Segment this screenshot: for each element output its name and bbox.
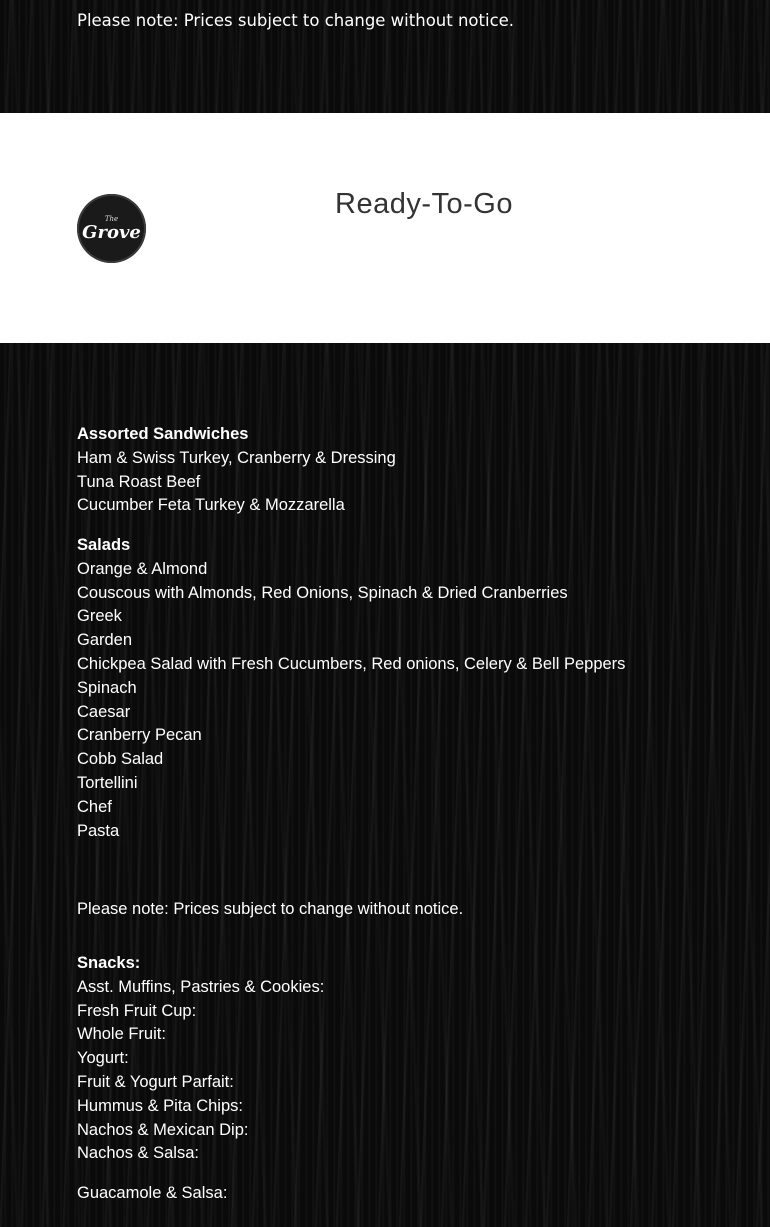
salads-section [77, 534, 625, 843]
page-title: Ready-To-Go [335, 188, 513, 220]
list-item: Nachos & Mexican Dip: [77, 1120, 249, 1139]
list-item: Spinach [77, 678, 137, 697]
list-item: Tortellini [77, 773, 138, 792]
list-item: Guacamole & Salsa: [77, 1184, 228, 1202]
list-item: Yogurt: [77, 1049, 129, 1068]
list-item: Cranberry Pecan [77, 726, 202, 745]
grove-logo[interactable] [77, 194, 146, 263]
list-item: Garden [77, 631, 133, 650]
list-item: Asst. Muffins, Pastries & Cookies: [77, 977, 325, 996]
list-item: Cucumber Feta Turkey & Mozzarella [77, 496, 345, 515]
logo-big-text: Grove [82, 221, 141, 243]
list-item: Tuna Roast Beef [77, 472, 201, 491]
top-band [0, 0, 770, 113]
snacks-section [77, 952, 324, 1166]
list-item: Pasta [77, 821, 120, 840]
price-notice-menu [77, 898, 463, 922]
list-item: Whole Fruit: [77, 1025, 166, 1044]
list-item: Chef [77, 797, 112, 816]
price-notice-top: Please note: Prices subject to change without notice. [77, 11, 515, 30]
snacks-heading: Snacks: [77, 954, 141, 972]
list-item: Chickpea Salad with Fresh Cucumbers, Red onions, Celery & Bell Peppers [77, 654, 626, 673]
list-item: Fresh Fruit Cup: [77, 1001, 197, 1020]
list-item: Cobb Salad [77, 750, 164, 769]
guacamole-item [77, 1182, 227, 1206]
logo-small-text: The [104, 214, 119, 223]
menu-band [0, 343, 770, 1227]
list-item: Fruit & Yogurt Parfait: [77, 1072, 234, 1091]
list-item: Couscous with Almonds, Red Onions, Spinach & Dried Cranberries [77, 583, 568, 602]
salads-heading: Salads [77, 536, 131, 554]
list-item: Orange & Almond [77, 559, 208, 578]
list-item: Caesar [77, 702, 131, 721]
sandwiches-heading: Assorted Sandwiches [77, 425, 249, 443]
list-item: Ham & Swiss Turkey, Cranberry & Dressing [77, 448, 396, 467]
list-item: Hummus & Pita Chips: [77, 1096, 243, 1115]
sandwiches-section [77, 423, 396, 518]
list-item: Greek [77, 607, 122, 626]
header-band [0, 113, 770, 343]
price-notice-text: Please note: Prices subject to change without notice. [77, 900, 464, 918]
list-item: Nachos & Salsa: [77, 1144, 199, 1163]
